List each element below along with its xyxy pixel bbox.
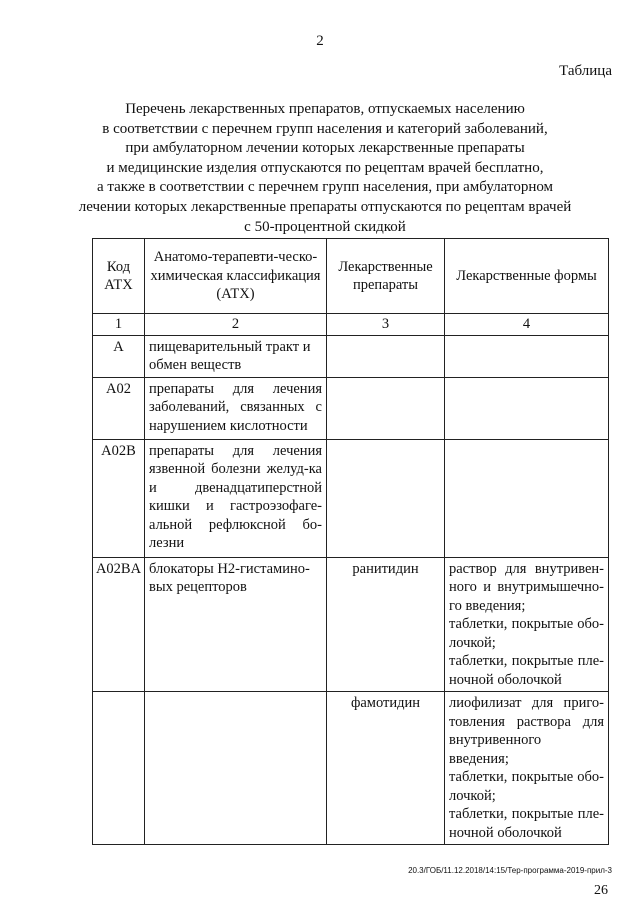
table-header-row [93, 239, 609, 314]
drug-name [327, 377, 445, 439]
table-row [93, 557, 609, 692]
document-title [60, 100, 590, 237]
header-drugs: Лекарственные препараты [327, 239, 445, 314]
dosage-forms [445, 439, 609, 557]
atc-classification: пищеварительный тракт и обмен веществ [145, 335, 327, 377]
drug-name: ранитидин [327, 557, 445, 692]
column-number-row [93, 314, 609, 336]
title-line: в соответствии с перечнем групп населения и категорий заболеваний, [102, 120, 548, 137]
atc-classification [145, 692, 327, 845]
sheet-number: 26 [594, 883, 608, 898]
drug-list-table [92, 238, 609, 845]
dosage-forms [445, 335, 609, 377]
atc-code: A02B [93, 439, 145, 557]
dosage-forms [445, 377, 609, 439]
table-row [93, 692, 609, 845]
drug-name [327, 335, 445, 377]
column-number: 2 [145, 314, 327, 336]
column-number: 1 [93, 314, 145, 336]
dosage-forms: раствор для внутривен-ного и внутримышечно-го введения; таблетки, покрытые обо-лочкой; таблетки, покрытые пле-ночной оболочкой [445, 557, 609, 692]
column-number: 3 [327, 314, 445, 336]
atc-code: A02BA [93, 557, 145, 692]
table-label: Таблица [559, 63, 612, 79]
header-code: Код АТХ [93, 239, 145, 314]
title-line: Перечень лекарственных препаратов, отпускаемых населению [125, 101, 525, 117]
atc-code [93, 692, 145, 845]
title-line: при амбулаторном лечении которых лекарственные препараты [125, 140, 525, 157]
table-row [93, 335, 609, 377]
footer-reference: 20.3/ГОБ/11.12.2018/14:15/Тер-программа-2019-прил-3 [408, 866, 612, 875]
atc-classification: препараты для лечения заболеваний, связанных с нарушением кислотности [145, 377, 327, 439]
dosage-forms: лиофилизат для приго-товления раствора для внутривенного введения; таблетки, покрытые обо-лочкой; таблетки, покрытые пле-ночной оболочкой [445, 692, 609, 845]
column-number: 4 [445, 314, 609, 336]
header-forms: Лекарственные формы [445, 239, 609, 314]
title-line: лечении которых лекарственные препараты отпускаются по рецептам врачей [78, 198, 572, 215]
page-number: 2 [316, 33, 324, 49]
header-classification: Анатомо-терапевти-ческо-химическая классификация (АТХ) [145, 239, 327, 314]
table-row [93, 439, 609, 557]
table-row [93, 377, 609, 439]
title-line: с 50-процентной скидкой [244, 218, 406, 235]
atc-code: A [93, 335, 145, 377]
atc-classification: препараты для лечения язвенной болезни желуд-ка и двенадцатиперстной кишки и гастроэзофаге-альной рефлюксной бо-лезни [145, 439, 327, 557]
drug-name: фамотидин [327, 692, 445, 845]
title-line: и медицинские изделия отпускаются по рецептам врачей бесплатно, [106, 159, 544, 176]
atc-code: A02 [93, 377, 145, 439]
title-line: а также в соответствии с перечнем групп населения, при амбулаторном [96, 179, 554, 196]
atc-classification: блокаторы Н2-гистамино-вых рецепторов [145, 557, 327, 692]
drug-name [327, 439, 445, 557]
